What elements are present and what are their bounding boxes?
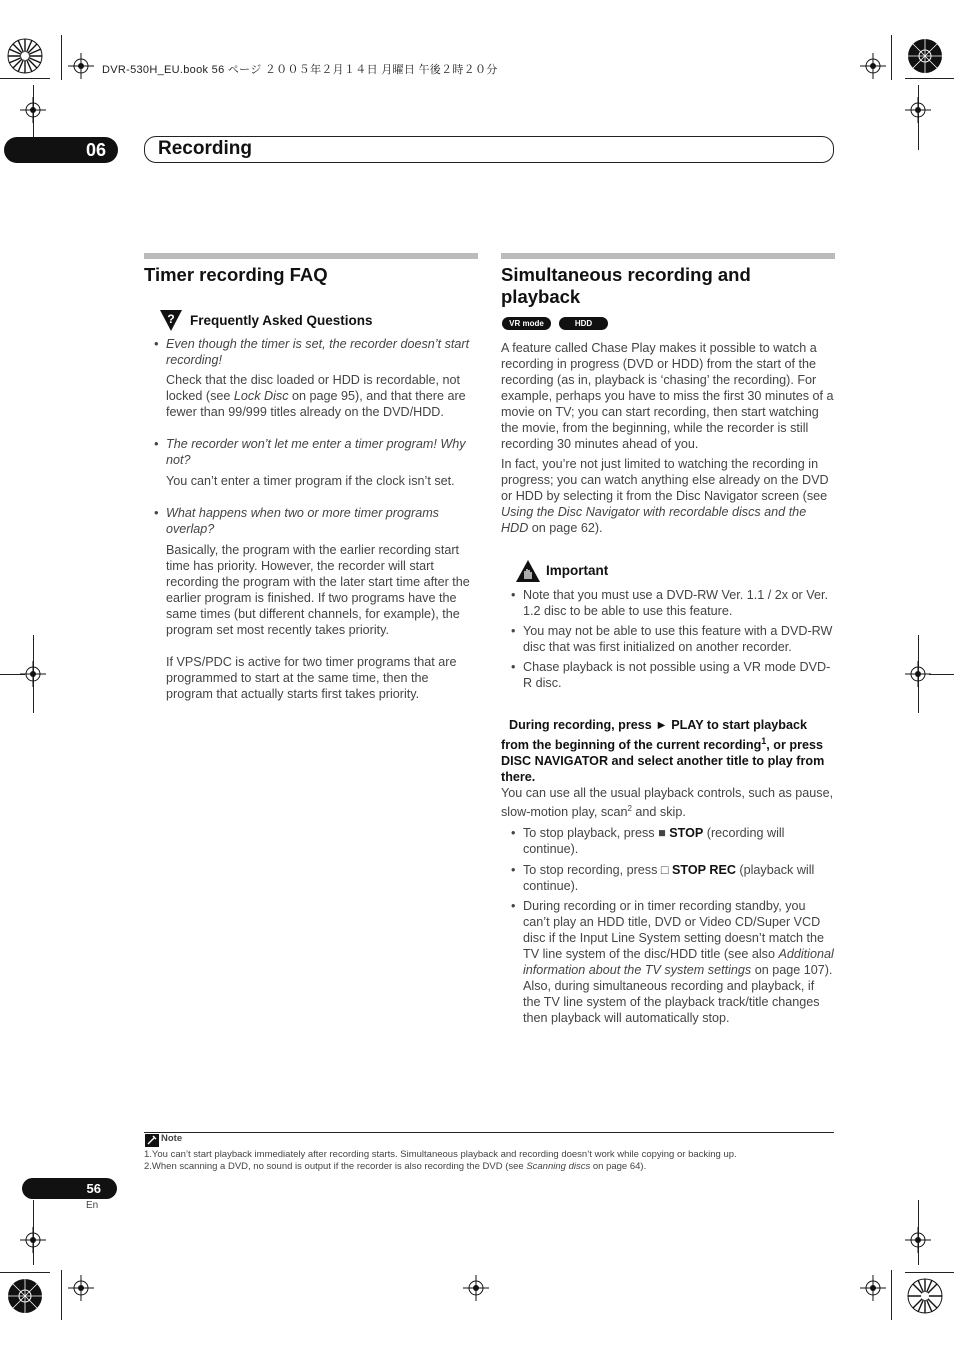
registration-crosshair-icon: [905, 1227, 931, 1253]
list-item: • To stop recording, press □ STOP REC (playback will continue).: [511, 863, 815, 893]
registration-crosshair-icon: [68, 1275, 94, 1301]
faq-answer: Basically, the program with the earlier recording start time has priority. However, the recorder will start recording the program with the later start time after the earlier program is finished. If two programs have the same times (but different channels, for example), the program set most recently takes priority.: [166, 543, 470, 637]
faq-heading: Frequently Asked Questions: [190, 313, 373, 328]
page-number-badge: [22, 1178, 117, 1199]
section-rule: [501, 253, 835, 259]
registration-crosshair-icon: [20, 661, 46, 687]
registration-crosshair-icon: [860, 1275, 886, 1301]
paragraph: A feature called Chase Play makes it possible to watch a recording in progress (DVD or HDD) from the start of the recording (as in, playback is ‘chasing’ the recording). For example, perhaps you have to miss the first 30 minutes of a movie on TV; you can start recording, then start watching the movie, from the beginning, while the recorder is still recording 30 minutes ahead of you.: [501, 341, 834, 451]
footnote-1: 1.You can’t start playback immediately after recording starts. Simultaneous playback and recording doesn’t work while copying or backing up.: [144, 1149, 737, 1160]
chapter-number: 06: [85, 139, 106, 160]
note-heading: Note: [161, 1133, 183, 1144]
faq-list: [144, 336, 478, 702]
section-rule: [144, 253, 478, 259]
faq-answer: If VPS/PDC is active for two timer programs that are programmed to start at the same time, then the program that actually starts first takes priority.: [166, 655, 457, 701]
step-instruction: During recording, press ► PLAY to start playback from the beginning of the current recording$^1$, or press DISC NAVIGATOR and select another title to play from there.: [501, 718, 825, 785]
note-icon: [145, 1134, 159, 1147]
registration-crosshair-icon: [905, 661, 931, 687]
list-item: • During recording or in timer recording standby, you can’t play an HDD title, DVD or Video CD/Super VCD disc if the Input Line System setting doesn’t match the TV line system of the disc/HDD title (see also Additional information about the TV system settings on page 107). Also, during simultaneous recording and playback, if the TV line system of the playback track/title changes then playback will automatically stop.: [511, 899, 834, 1025]
faq-question: • What happens when two or more timer programs overlap?: [154, 506, 439, 536]
registration-crosshair-icon: [860, 53, 886, 79]
important-list: [501, 587, 835, 691]
registration-crosshair-icon: [905, 97, 931, 123]
playback-bullets: [501, 825, 835, 1026]
chapter-title: Recording: [158, 138, 252, 159]
list-item: • Chase playback is not possible using a VR mode DVD-R disc.: [511, 660, 831, 690]
language-label: En: [86, 1200, 99, 1211]
footnote-2: 2.When scanning a DVD, no sound is output if the recorder is also recording the DVD (see Scanning discs on page 64).: [144, 1161, 647, 1172]
registration-crosshair-icon: [68, 53, 94, 79]
list-item: • Note that you must use a DVD-RW Ver. 1.1 / 2x or Ver. 1.2 disc to be able to use this feature.: [511, 588, 828, 618]
page-number: 56: [86, 1181, 101, 1196]
controls-paragraph: You can use all the usual playback controls, such as pause, slow-motion play, scan$^2$ and skip.: [501, 786, 834, 820]
list-item: • You may not be able to use this feature with a DVD-RW disc that was first initialized on another recorder.: [511, 624, 833, 654]
tag-hdd: HDD: [559, 317, 608, 330]
registration-rosette-icon: [907, 38, 943, 74]
section-title-timer-faq: Timer recording FAQ: [144, 264, 328, 285]
chapter-number-badge: [4, 137, 118, 163]
registration-crosshair-icon: [20, 1227, 46, 1253]
registration-rosette-icon: [7, 38, 43, 74]
registration-crosshair-icon: [463, 1275, 489, 1301]
faq-question: • Even though the timer is set, the recorder doesn’t start recording!: [154, 337, 470, 367]
faq-answer: You can’t enter a timer program if the clock isn’t set.: [166, 474, 455, 488]
faq-question: • The recorder won’t let me enter a timer program! Why not?: [154, 437, 466, 467]
important-heading: Important: [546, 563, 609, 578]
list-item: • To stop playback, press ■ STOP (recording will continue).: [511, 826, 785, 856]
note-divider: [144, 1132, 834, 1133]
paragraph: In fact, you’re not just limited to watching the recording in progress; you can watch anything else already on the DVD or HDD by selecting it from the Disc Navigator screen (see Using the Disc Navigator with recordable discs and the HDD on page 62).: [501, 457, 829, 535]
right-body: [501, 340, 835, 536]
important-hand-icon: [515, 559, 541, 583]
svg-text:?: ?: [167, 312, 175, 326]
print-header: DVR-530H_EU.book 56 ページ ２００５年２月１４日 月曜日 午後２時２０分: [102, 64, 498, 76]
tag-vr-mode: VR mode: [502, 317, 551, 330]
faq-icon: [159, 308, 183, 332]
section-title-simultaneous: Simultaneous recording and playback: [501, 264, 751, 307]
registration-rosette-icon: [907, 1278, 943, 1314]
registration-rosette-icon: [7, 1278, 43, 1314]
registration-crosshair-icon: [20, 97, 46, 123]
faq-answer: Check that the disc loaded or HDD is recordable, not locked (see Lock Disc on page 95), and that there are fewer than 99/999 titles already on the DVD/HDD.: [166, 373, 466, 419]
